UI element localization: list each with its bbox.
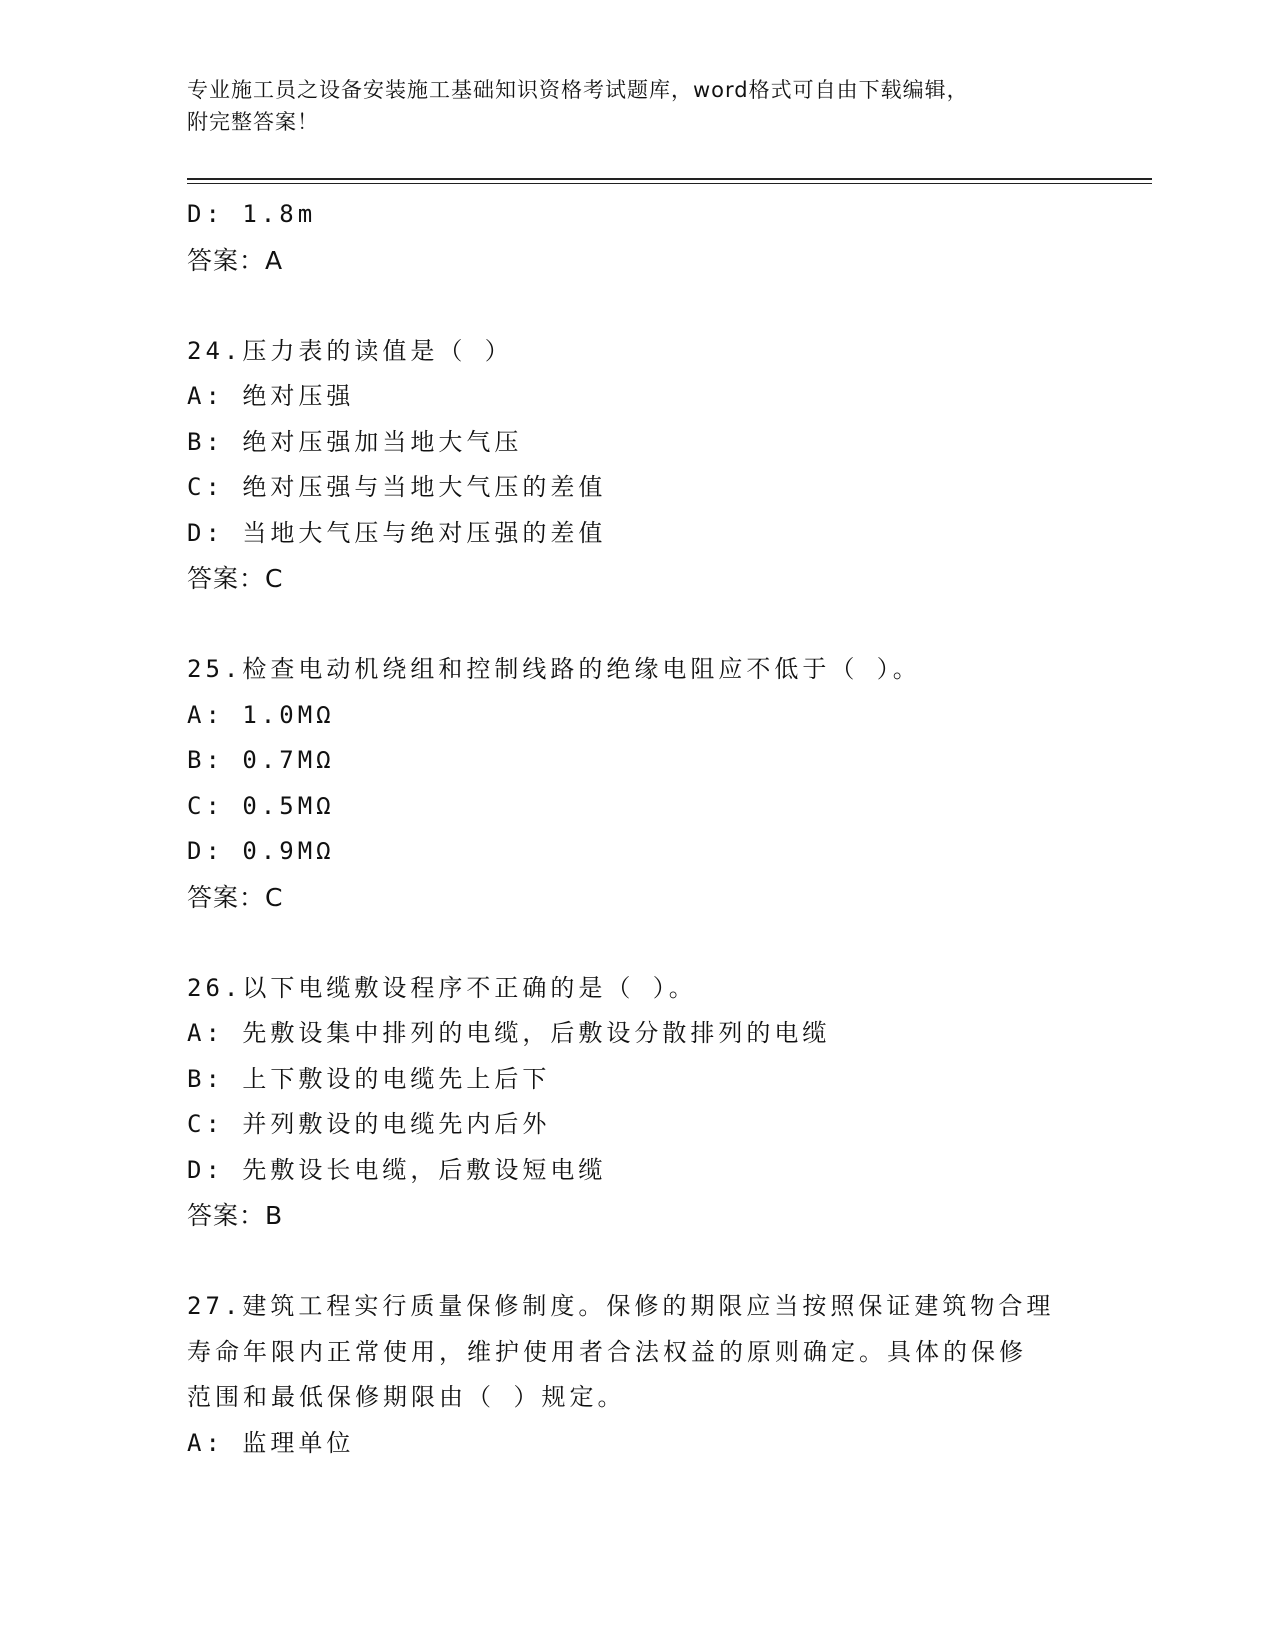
option-a: A: 监理单位 <box>187 1428 355 1457</box>
header-line-1: 专业施工员之设备安装施工基础知识资格考试题库，word格式可自由下载编辑， <box>187 78 969 102</box>
question-27 <box>187 1284 1087 1466</box>
option-d: D: 当地大气压与绝对压强的差值 <box>187 518 607 547</box>
spacer <box>187 602 1087 648</box>
option-b: B: 绝对压强加当地大气压 <box>187 427 523 456</box>
question-24 <box>187 329 1087 602</box>
header-divider-thin <box>187 183 1152 184</box>
answer-line: 答案：C <box>187 882 284 912</box>
header-divider-thick <box>187 178 1152 180</box>
question-text: 25.检查电动机绕组和控制线路的绝缘电阻应不低于（ ）。 <box>187 655 921 683</box>
question-list <box>187 192 1087 1466</box>
spacer <box>187 1239 1087 1285</box>
question-text-line-3: 范围和最低保修期限由（ ）规定。 <box>187 1383 626 1411</box>
spacer <box>187 920 1087 966</box>
spacer <box>187 283 1087 329</box>
option-d: D: 0.9MΩ <box>187 837 335 865</box>
option-c: C: 并列敷设的电缆先内后外 <box>187 1110 551 1138</box>
header-line-2: 附完整答案！ <box>187 110 319 134</box>
option-b: B: 0.7MΩ <box>187 746 335 774</box>
option-d: D: 1.8m <box>187 200 317 228</box>
option-d: D: 先敷设长电缆，后敷设短电缆 <box>187 1155 607 1184</box>
question-text-line-2: 寿命年限内正常使用，维护使用者合法权益的原则确定。具体的保修 <box>187 1337 1027 1366</box>
answer-line: 答案：B <box>187 1201 284 1230</box>
option-a: A: 绝对压强 <box>187 382 355 410</box>
option-c: C: 绝对压强与当地大气压的差值 <box>187 473 607 501</box>
document-header <box>187 74 1087 138</box>
question-text: 26.以下电缆敷设程序不正确的是（ ）。 <box>187 973 697 1002</box>
option-a: A: 先敷设集中排列的电缆，后敷设分散排列的电缆 <box>187 1019 831 1047</box>
question-26 <box>187 966 1087 1239</box>
answer-line: 答案：C <box>187 564 284 593</box>
question-23-tail <box>187 192 1087 283</box>
question-25 <box>187 647 1087 920</box>
answer-line: 答案：A <box>187 245 284 275</box>
question-text-line-1: 27.建筑工程实行质量保修制度。保修的期限应当按照保证建筑物合理 <box>187 1292 1055 1320</box>
question-text: 24.压力表的读值是（ ） <box>187 336 513 365</box>
option-a: A: 1.0MΩ <box>187 700 335 729</box>
option-c: C: 0.5MΩ <box>187 791 335 820</box>
option-b: B: 上下敷设的电缆先上后下 <box>187 1064 551 1093</box>
